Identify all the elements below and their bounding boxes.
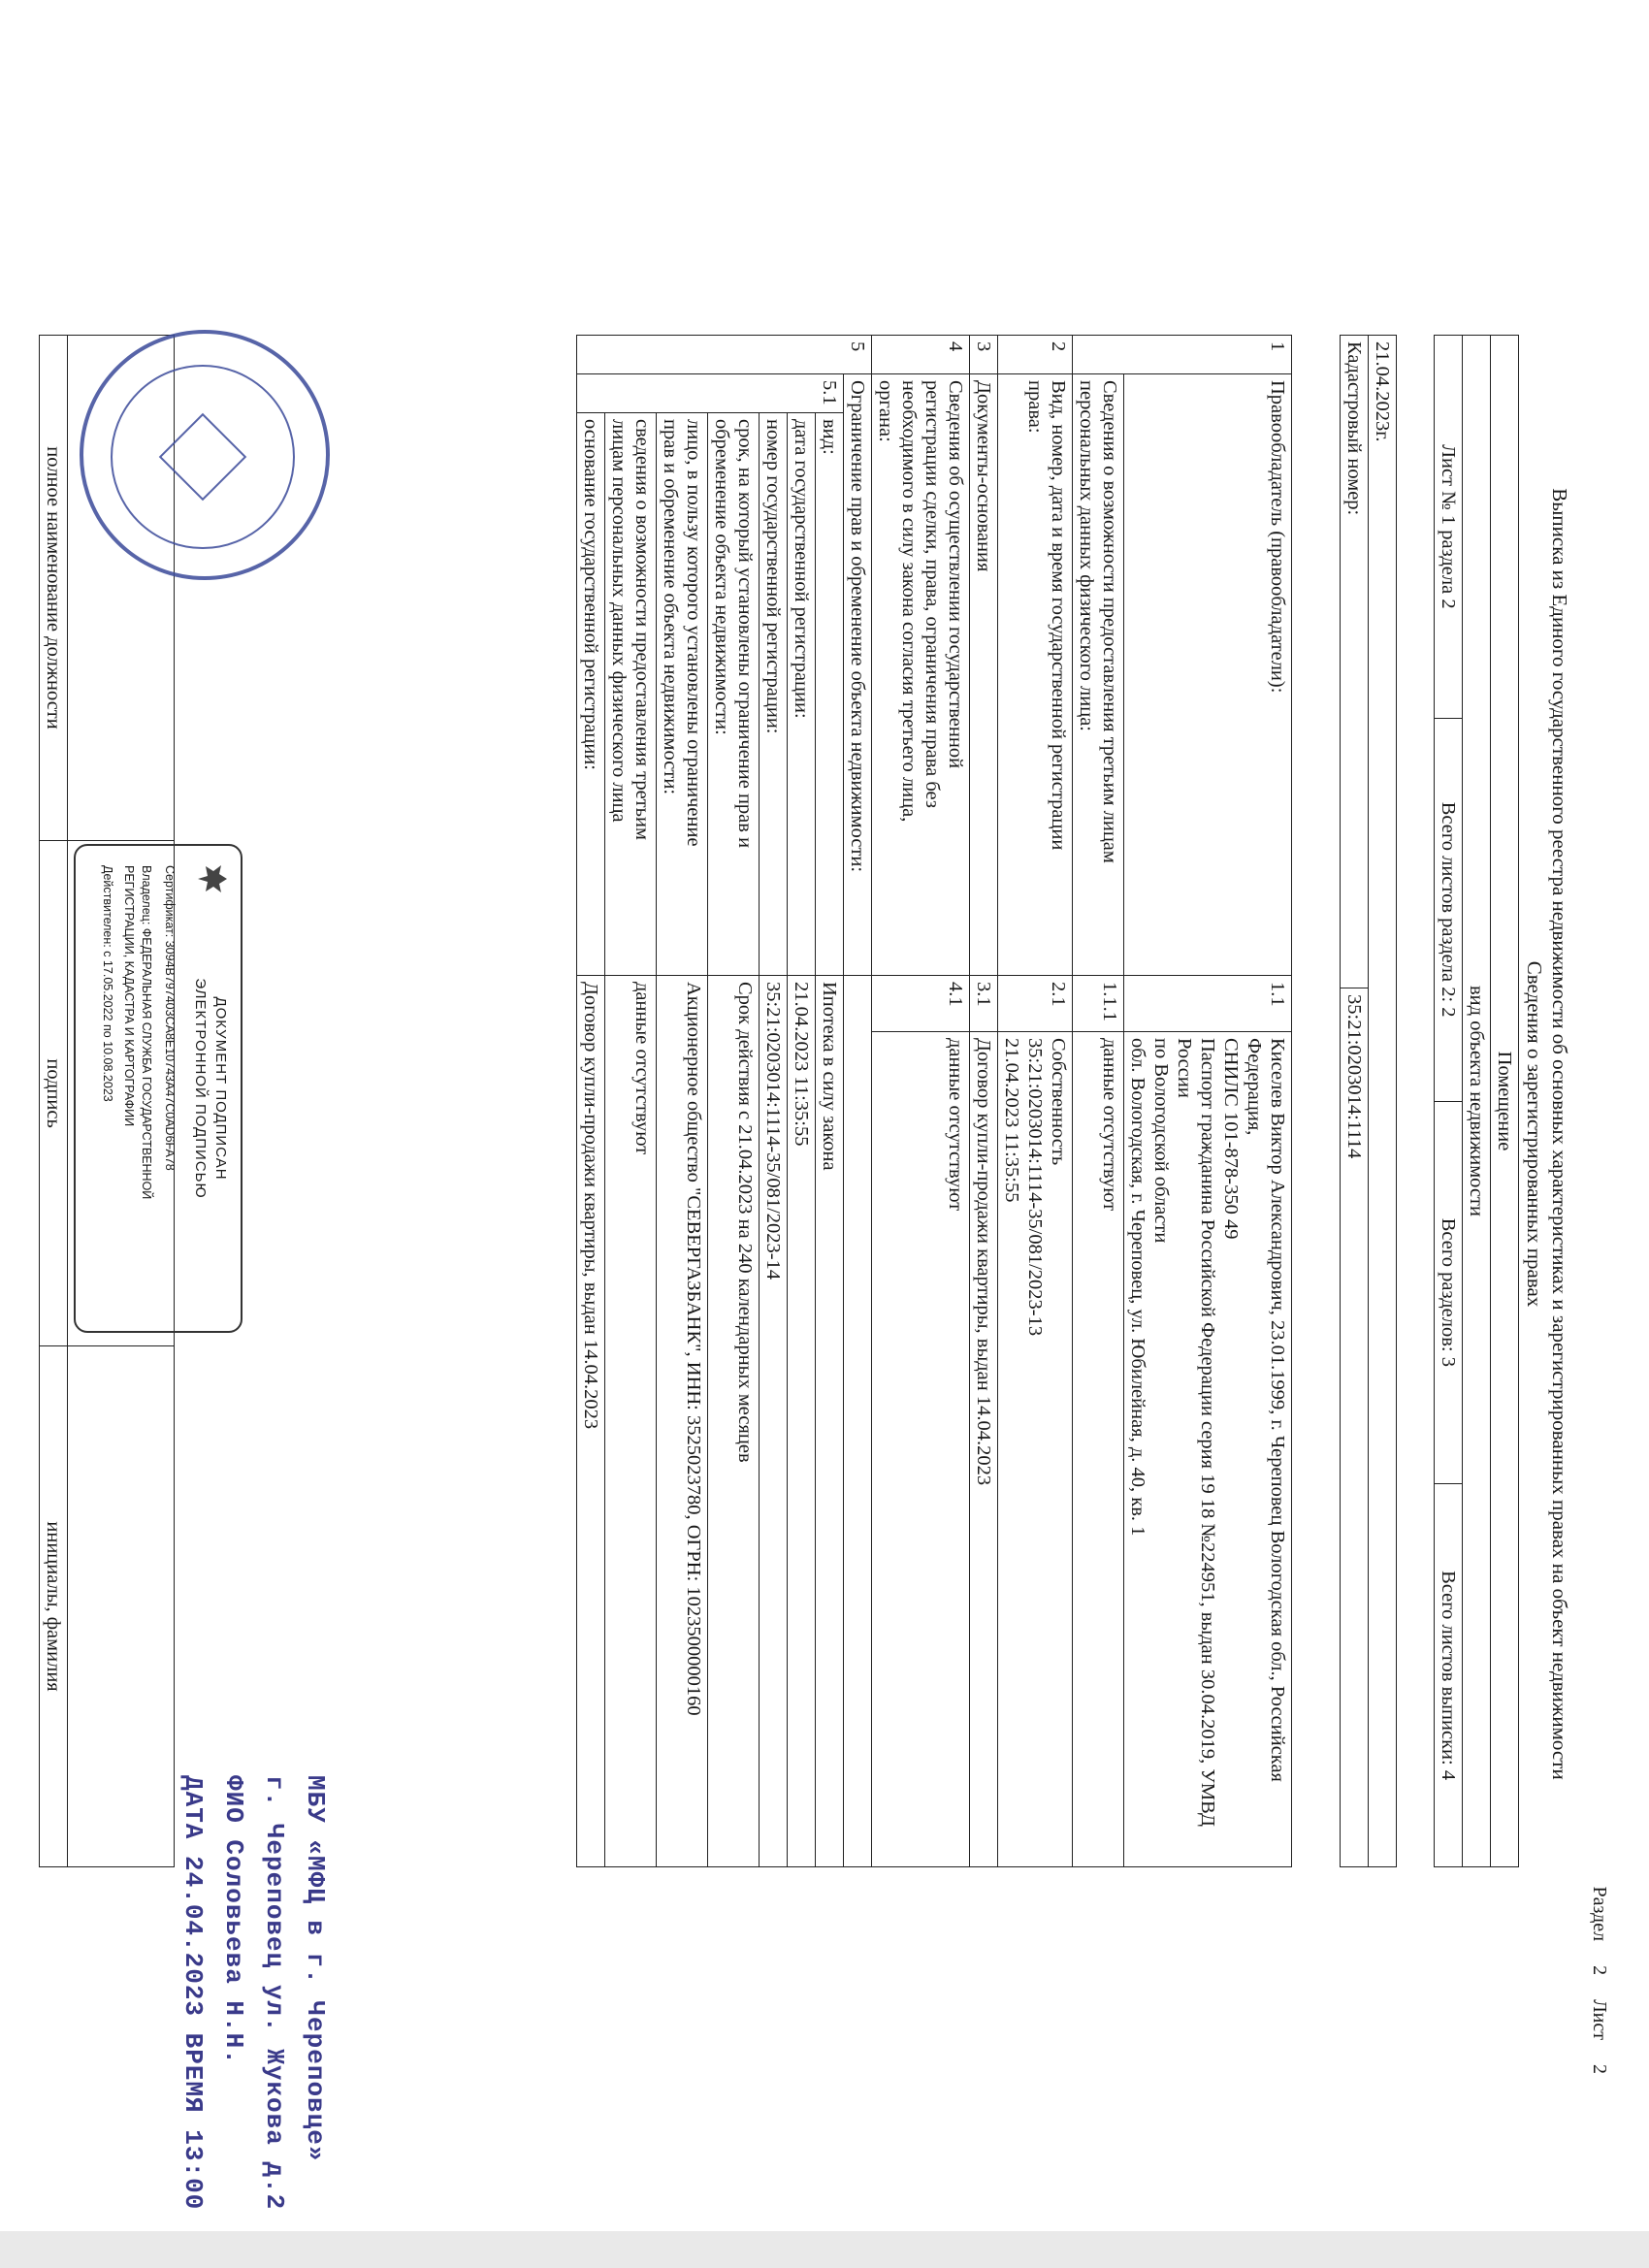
label-line: необходимого в силу закона согласия третьего лица, [898,380,920,823]
row-number: 3 [970,336,998,374]
esig-subtitle: ЭЛЕКТРОННОЙ ПОДПИСЬЮ [192,978,209,1199]
encumbrance-value: 35:21:0203014:1114-35/081/2023-14 [760,976,788,1867]
name-cell [68,1346,175,1867]
mfc-stamp [167,1775,330,2210]
sections-total: Всего разделов: 3 [1435,1101,1463,1484]
sheets-total: Всего листов выписки: 4 [1435,1484,1463,1867]
cadastral-label: Кадастровый номер: [1341,336,1369,988]
row-number: 1 [1073,336,1292,374]
encumbrance-label: номер государственной регистрации: [760,413,788,976]
object-type-label: вид объекта недвижимости [1463,336,1491,1867]
mfc-stamp-line: МБУ «МФЦ в г. Череповце» [301,1775,330,2162]
signature-label: подпись [40,841,68,1346]
encumbrance-value: Договор купли-продажи квартиры, выдан 14.04.2023 [577,976,605,1867]
sheets-in-section: Всего листов раздела 2: 2 [1435,718,1463,1101]
row-value: Договор купли-продажи квартиры, выдан 14.04.2023 [970,1032,998,1867]
encumbrance-value: Ипотека в силу закона [816,976,844,1867]
esig-owner-cont: РЕГИСТРАЦИИ, КАДАСТРА И КАРТОГРАФИИ [122,865,136,1127]
encumbrance-value: 21.04.2023 11:35:55 [788,976,816,1867]
encumbrance-label [605,413,657,976]
rights-table [576,335,1292,1867]
mfc-stamp-line: ДАТА 24.04.2023 ВРЕМЯ 13:00 [178,1775,208,2211]
holder-line: по Вологодской области [1150,1038,1172,1244]
encumbrance-label [708,413,760,976]
extract-date: 21.04.2023г. [1369,336,1397,1867]
row-label: Документы-основания [970,374,998,976]
row-label [998,374,1073,976]
row-number: 2 [998,336,1073,374]
encumbrance-label: дата государственной регистрации: [788,413,816,976]
encumbrance-value: Срок действия с 21.04.2023 на 240 календарных месяцев [708,976,760,1867]
value-line: 35:21:0203014:1114-35/081/2023-13 [1024,1038,1046,1337]
encumbrance-label: вид: [816,413,844,976]
label-line: срок, на который установлены ограничение прав и [734,419,756,849]
label-line: сведения о возможности предоставления третьим [631,419,653,840]
holder-line: СНИЛС 101-878-350 49 [1220,1038,1242,1240]
label-line: органа: [875,380,896,442]
page-header [1588,1887,1610,2074]
holder-line: Паспорт гражданина Российской Федерации серия 19 18 №224951, выдан 30.04.2019, УМВД России [1174,1038,1218,1827]
row-value: данные отсутствуют [1073,1032,1124,1867]
encumbrance-label [657,413,708,976]
label-line: регистрации сделки, права, ограничения права без [922,380,943,808]
row-value: данные отсутствуют [872,1032,970,1867]
esig-owner: Владелец: ФЕДЕРАЛЬНАЯ СЛУЖБА ГОСУДАРСТВЕННОЙ [140,865,153,1200]
row-label: Ограничение прав и обременение объекта недвижимости: [844,374,872,976]
mfc-stamp-line: ФИО Соловьева Н.Н. [219,1775,248,2065]
value-line: Собственность [1048,1038,1069,1166]
value-line: 21.04.2023 11:35:55 [1001,1038,1022,1203]
sheet-label: Лист 2 [1589,1999,1610,2074]
row-number: 4 [872,336,970,374]
document-subtitle: Сведения о зарегистрированных правах [1523,960,1546,1308]
label-line: Сведения об осуществлении государственной [945,380,966,769]
cadastral-table [1340,335,1397,1867]
row-subnumber: 1.1 [1124,976,1292,1032]
label-line: прав и обременение объекта недвижимости: [660,419,681,795]
encumbrance-value: данные отсутствуют [605,976,657,1867]
row-subnumber: 4.1 [872,976,970,1032]
row-label [872,374,970,976]
position-label: полное наименование должности [40,336,68,841]
esig-certificate: Сертификат: 3094B797403CA8E10743A47C0AD6FA78 [163,865,177,1171]
right-holder-value [1124,1032,1292,1867]
encumbrance-value: Акционерное общество "СЕВЕРГАЗБАНК", ИНН: 3525023780, ОГРН: 1023500000160 [657,976,708,1867]
esig-validity: Действителен: с 17.05.2022 по 10.08.2023 [101,865,114,1102]
row-label [1073,374,1124,976]
encumbrance-label: основание государственной регистрации: [577,413,605,976]
label-line: Вид, номер, дата и время государственной регистрации [1048,380,1069,851]
row-number: 5 [577,336,872,374]
label-line: лицо, в пользу которого установлены ограничение [683,419,704,847]
label-line: права: [1024,380,1046,434]
object-type-value: Помещение [1491,336,1519,1867]
mfc-stamp-line: г. Череповец ул. Жукова д.2 [260,1775,289,2211]
row-label: Правообладатель (правообладатели): [1124,374,1292,976]
sheet-of-section: Лист № 1 раздела 2 [1435,336,1463,719]
row-subnumber: 1.1.1 [1073,976,1124,1032]
label-line: обременение объекта недвижимости: [711,419,732,735]
label-line: персональных данных физического лица: [1076,380,1097,731]
empty-cell [844,976,872,1867]
document-title: Выписка из Единого государственного реестра недвижимости об основных характеристиках и зарегистрированных правах на объект недвижимости [1548,488,1571,1780]
esig-title: ДОКУМЕНТ ПОДПИСАН [212,996,229,1181]
holder-line: обл. Вологодская, г. Череповец, ул. Юбилейная, д. 40, кв. 1 [1127,1038,1148,1537]
name-label: инициалы, фамилия [40,1346,68,1867]
cadastral-number: 35:21:0203014:1114 [1341,988,1369,1867]
row-subnumber: 2.1 [998,976,1073,1032]
label-line: лицам персональных данных физического лица [608,419,630,823]
round-seal [80,330,330,580]
row-value [998,1032,1073,1867]
subrow-number: 5.1 [577,374,844,413]
section-label: Раздел 2 [1589,1886,1610,1976]
label-line: Сведения о возможности предоставления третьим лицам [1099,380,1120,863]
object-type-table [1434,335,1519,1867]
electronic-signature-stamp [74,844,242,1333]
row-subnumber: 3.1 [970,976,998,1032]
holder-line: Киселев Виктор Александрович, 23.01.1999, г. Череповец Вологодская обл., Российская Федерация, [1244,1038,1288,1782]
